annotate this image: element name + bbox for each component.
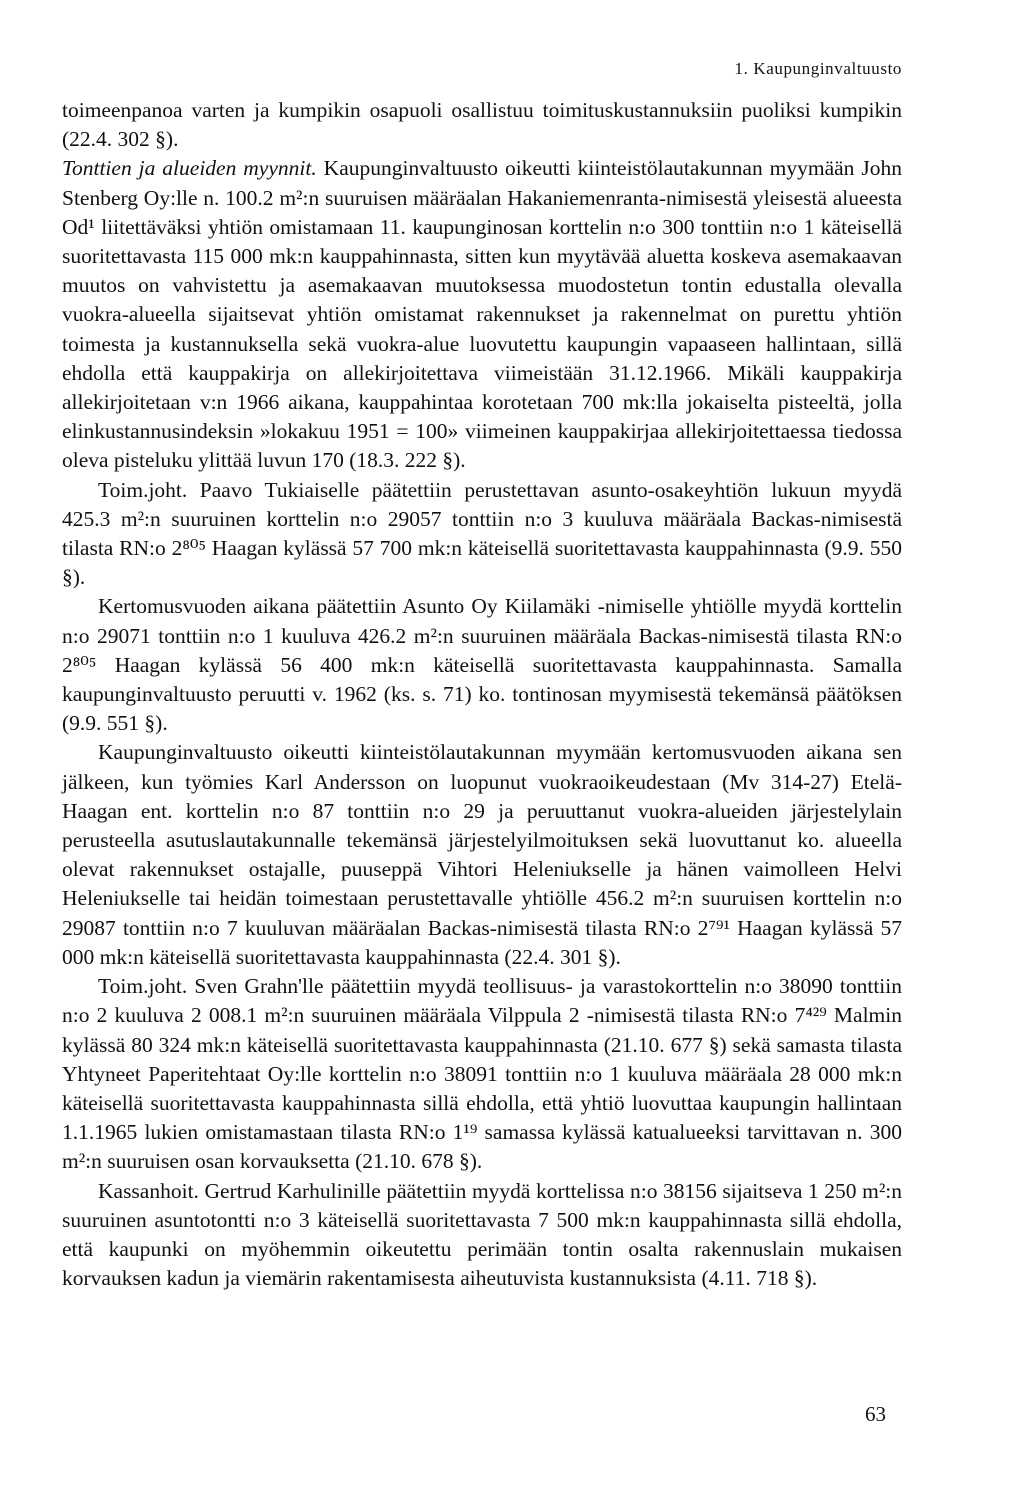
paragraph-text: Kertomusvuoden aikana päätettiin Asunto Oy Kiilamäki -nimiselle yhtiölle myydä korttelin n:o 29071 tonttiin n:o 1 kuuluva 426.2 m²:n suuruinen määräala Backas-nimisestä tilasta RN:o 2⁸⁰⁵ Haagan kylässä 56 400 mk:n käteisellä suoritettavasta kauppahinnasta. Samalla kaupunginvaltuusto peruutti v. 1962 (ks. s. 71) ko. tontinosan myymisestä tekemänsä päätöksen (9.9. 551 §). <box>62 594 902 736</box>
document-page <box>62 58 902 1293</box>
paragraph-3 <box>62 476 902 593</box>
paragraph-text: Kassanhoit. Gertrud Karhulinille päätettiin myydä korttelissa n:o 38156 sijaitseva 1 250 m²:n suuruinen asuntotontti n:o 3 käteisellä suoritettavasta 7 500 mk:n kauppahinnasta sillä ehdolla, että kaupunki on myöhemmin oikeutettu perimään tontin osalta rakennuslain mukaisen korvauksen kadun ja viemärin rakentamisesta aiheutuvista kustannuksista (4.11. 718 §). <box>62 1178 902 1291</box>
paragraph-text: Toim.joht. Sven Grahn'lle päätettiin myydä teollisuus- ja varastokorttelin n:o 38090 tonttiin n:o 2 kuuluva 2 008.1 m²:n suuruinen määräala Vilppula 2 -nimisestä tilasta RN:o 7⁴²⁹ Malmin kylässä 80 324 mk:n käteisellä suoritettavasta kauppahinnasta (21.10. 677 §) sekä samasta tilasta Yhtyneet Paperitehtaat Oy:lle korttelin n:o 38091 tonttiin n:o 1 kuuluva määräala 28 000 mk:n käteisellä suoritettavasta kauppahinnasta sillä ehdolla, että yhtiö luovuttaa kaupungin hallintaan 1.1.1965 lukien omistamastaan tilasta RN:o 1¹⁹ samassa kylässä katualueeksi tarvittavan n. 300 m²:n suuruisen osan korvauksetta (21.10. 678 §). <box>62 974 902 1174</box>
paragraph-text: Toim.joht. Paavo Tukiaiselle päätettiin perustettavan asunto-osakeyhtiön lukuun myydä 425.3 m²:n suuruinen korttelin n:o 29057 tonttiin n:o 3 kuuluva määräala Backas-nimisestä tilasta RN:o 2⁸⁰⁵ Haagan kylässä 57 700 mk:n käteisellä suoritettavasta kauppahinnasta (9.9. 550 §). <box>62 477 902 590</box>
paragraph-7 <box>62 1177 902 1294</box>
paragraph-text: toimeenpanoa varten ja kumpikin osapuoli osallistuu toimituskustannuksiin puoliksi kumpikin (22.4. 302 §). <box>62 98 902 152</box>
paragraph-text: Kaupunginvaltuusto oikeutti kiinteistölautakunnan myymään John Stenberg Oy:lle n. 100.2 m²:n suuruisen määräalan Hakaniemenranta-nimisestä yleisestä alueesta Od¹ liitettäväksi yhtiön omistamaan 11. kaupunginosan korttelin n:o 300 tonttiin n:o 1 käteisellä suoritettavasta 115 000 mk:n kauppahinnasta, sitten kun myytävää aluetta koskeva asemakaavan muutos on vahvistettu ja asemakaavan muutoksessa muodostetun tontin edustalla olevalla vuokra-alueella sijaitsevat yhtiön omistamat rakennukset ja rakennelmat on purettu yhtiön toimesta ja kustannuksella sekä vuokra-alue luovutettu kaupungin vapaaseen hallintaan, sillä ehdolla että kauppakirja on allekirjoitettava viimeistään 31.12.1966. Mikäli kauppakirja allekirjoitetaan v:n 1966 aikana, kauppahintaa korotetaan 700 mk:lla jokaiselta pisteeltä, jolla elinkustannusindeksin »lokakuu 1951 = 100» viimeinen kauppakirjaa allekirjoitettaessa tiedossa oleva pisteluku ylittää luvun 170 (18.3. 222 §). <box>62 156 902 473</box>
paragraph-text: Kaupunginvaltuusto oikeutti kiinteistölautakunnan myymään kertomusvuoden aikana sen jälkeen, kun työmies Karl Andersson on luopunut vuokraoikeudestaan (Mv 314-27) Etelä-Haagan ent. korttelin n:o 87 tonttiin n:o 29 ja peruuttanut vuokra-alueiden järjestelylain perusteella asutuslautakunnalle tekemänsä järjestelyilmoituksen sekä luovuttanut ko. alueella olevat rakennukset ostajalle, puuseppä Vihtori Heleniukselle ja hänen vaimolleen Helvi Heleniukselle tai heidän toimestaan perustettavalle yhtiölle 456.2 m²:n suuruisen korttelin n:o 29087 tonttiin n:o 7 kuuluvan määräalan Backas-nimisestä tilasta RN:o 2⁷⁹¹ Haagan kylässä 57 000 mk:n käteisellä suoritettavasta kauppahinnasta (22.4. 301 §). <box>62 740 902 969</box>
paragraph-2 <box>62 154 902 475</box>
paragraph-4 <box>62 592 902 738</box>
running-header: 1. Kaupunginvaltuusto <box>734 59 902 78</box>
page-number: 63 <box>865 1402 886 1426</box>
paragraph-6 <box>62 972 902 1176</box>
section-heading-italic: Tonttien ja alueiden myynnit. <box>62 156 317 181</box>
paragraph-1 <box>62 96 902 154</box>
paragraph-5 <box>62 738 902 972</box>
